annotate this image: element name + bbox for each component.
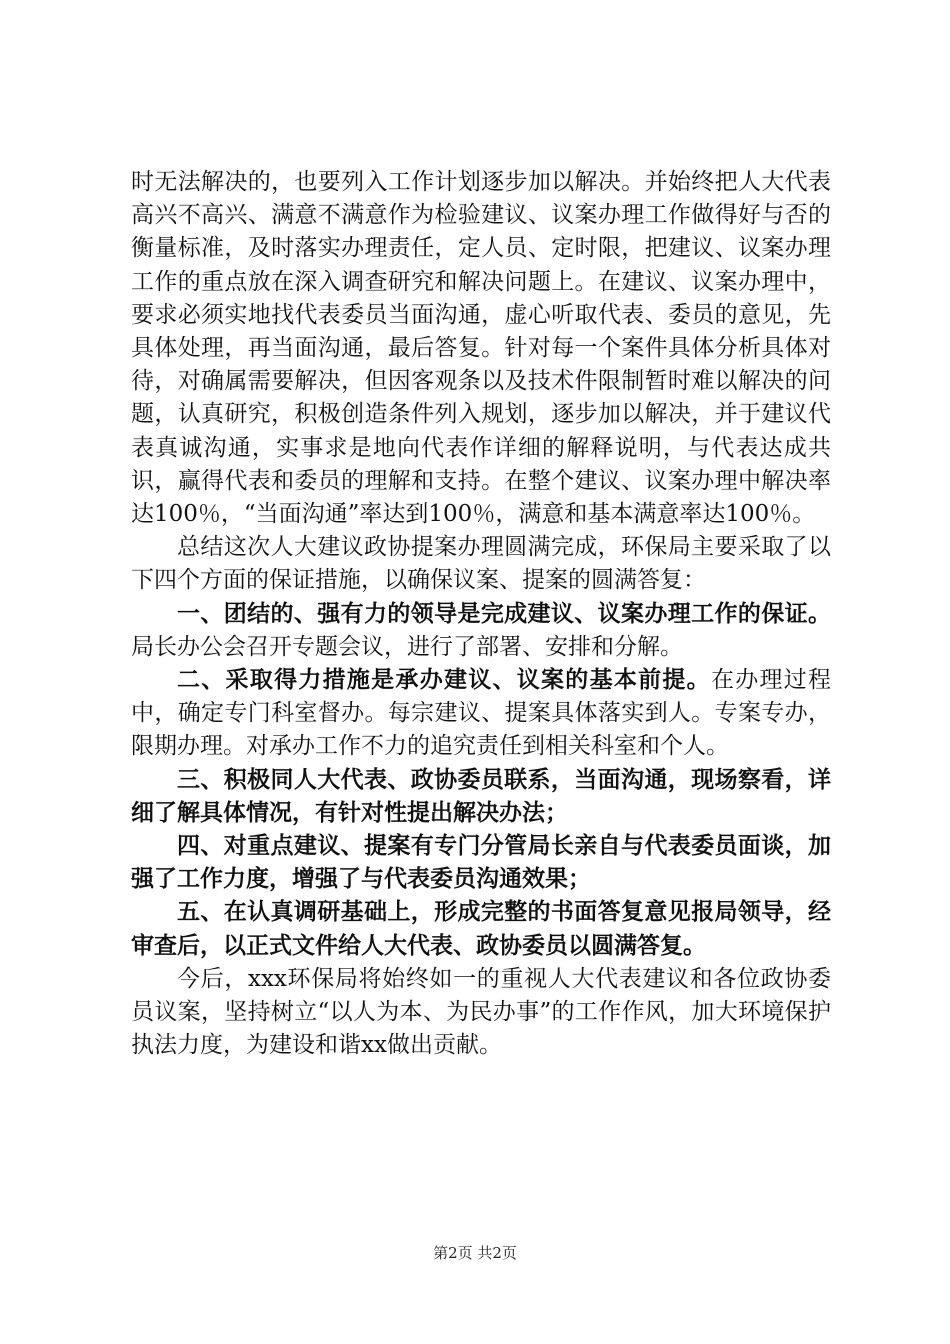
- paragraph-1: [131, 166, 831, 531]
- measure-text: 在办理过程中，确定专门科室督办。每宗建议、提案具体落实到人。专案专办，限期办理。对承办工作不力的追究责任到相关科室和个人。: [131, 667, 832, 760]
- measure-text: 局长办公会召开专题会议，进行了部署、安排和分解。: [131, 633, 683, 660]
- document-body: [131, 166, 831, 1062]
- measure-heading: 四、对重点建议、提案有专门分管局长亲自与代表委员面谈，加强了工作力度，增强了与代表委员沟通效果；: [131, 833, 831, 893]
- paragraph-text: 时无法解决的，也要列入工作计划逐步加以解决。并始终把人大代表高兴不高兴、满意不满意作为检验建议、议案办理工作做得好与否的衡量标准，及时落实办理责任，定人员、定时限，把建议、议案办理工作的重点放在深入调查研究和解决问题上。在建议、议案办理中，要求必须实地找代表委员当面沟通，虚心听取代表、委员的意见，先具体处理，再当面沟通，最后答复。针对每一个案件具体分析具体对待，对确属需要解决，但因客观条以及技术件限制暂时难以解决的问题，认真研究，积极创造条件列入规划，逐步加以解决，并于建议代表真诚沟通，实事求是地向代表作详细的解释说明，与代表达成共识，赢得代表和委员的理解和支持。在整个建议、议案办理中解决率达100％，“当面沟通”率达到100％，满意和基本满意率达100％。: [131, 169, 831, 528]
- paragraph-closing: [131, 963, 831, 1063]
- measure-heading: 五、在认真调研基础上，形成完整的书面答复意见报局领导，经审查后，以正式文件给人大代表、政协委员以圆满答复。: [131, 899, 831, 959]
- measure-heading: 一、团结的、强有力的领导是完成建议、议案办理工作的保证。: [177, 600, 831, 627]
- paragraph-2: [131, 531, 831, 597]
- measure-1: [131, 598, 831, 664]
- measure-5: [131, 896, 831, 962]
- paragraph-text: 总结这次人大建议政协提案办理圆满完成，环保局主要采取了以下四个方面的保证措施，以确保议案、提案的圆满答复：: [131, 534, 831, 594]
- measure-2: [131, 664, 831, 764]
- measure-4: [131, 830, 831, 896]
- page-number-footer: 第2页 共2页: [433, 1244, 517, 1262]
- measure-3: [131, 764, 831, 830]
- measure-heading: 二、采取得力措施是承办建议、议案的基本前提。: [177, 667, 711, 694]
- paragraph-text: 今后，xxx环保局将始终如一的重视人大代表建议和各位政协委员议案，坚持树立“以人为本、为民办事”的工作作风，加大环境保护执法力度，为建设和谐xx做出贡献。: [131, 965, 831, 1059]
- measure-heading: 三、积极同人大代表、政协委员联系，当面沟通，现场察看，详细了解具体情况，有针对性提出解决办法；: [131, 766, 831, 826]
